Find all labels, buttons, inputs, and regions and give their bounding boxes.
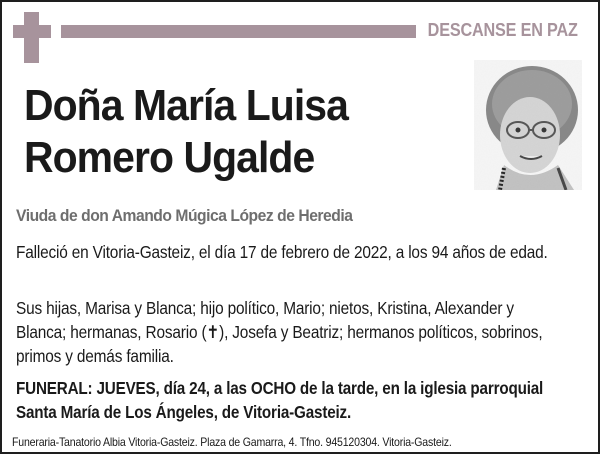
funeral-home-footer: Funeraria-Tanatorio Albia Vitoria-Gasteiz. Plaza de Gamarra, 4. Tfno. 945120304. Vitoria-Gasteiz. bbox=[12, 435, 452, 449]
funeral-details: FUNERAL: JUEVES, día 24, a las OCHO de la tarde, en la iglesia parroquial Santa María de Los Ángeles, de Vitoria-Gasteiz. bbox=[16, 378, 544, 422]
name-line-1: Doña María Luisa bbox=[24, 81, 348, 130]
portrait-photo bbox=[474, 60, 582, 190]
family-list: Sus hijas, Marisa y Blanca; hijo político, Mario; nietos, Kristina, Alexander y Blanca; hermanas, Rosario (✝), Josefa y Beatriz; hermanos políticos, sobrinos, primos y demás familia. bbox=[16, 298, 543, 366]
header-label: DESCANSE EN PAZ bbox=[427, 20, 578, 40]
name-line-2: Romero Ugalde bbox=[24, 133, 315, 182]
widow-of-line: Viuda de don Amando Múgica López de Heredia bbox=[16, 206, 353, 225]
header-rule bbox=[61, 25, 416, 38]
deceased-name bbox=[24, 80, 348, 184]
death-notice: Falleció en Vitoria-Gasteiz, el día 17 de febrero de 2022, a los 94 años de edad. bbox=[16, 242, 548, 262]
cross-icon-bar bbox=[13, 25, 51, 38]
